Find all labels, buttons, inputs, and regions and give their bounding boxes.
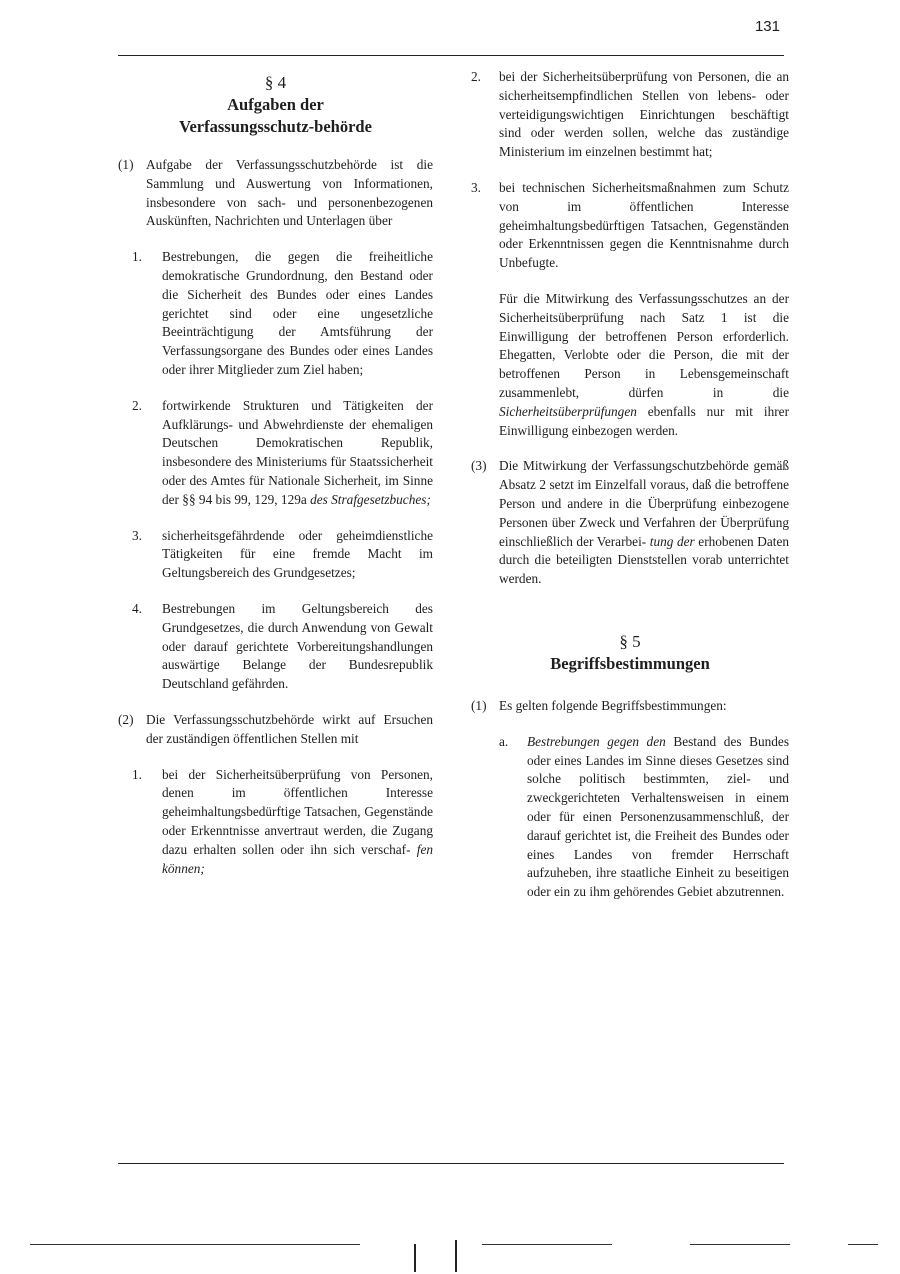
- paragraph-text-italic: tung der: [649, 533, 695, 549]
- paragraph-number: (2): [118, 711, 134, 727]
- item-text-italic: des Strafgesetzbuches;: [310, 491, 431, 507]
- item-text-italic: fen können;: [162, 841, 434, 876]
- section-5-heading: [471, 631, 789, 675]
- list-item: [132, 248, 433, 380]
- item-text-part: Bestand des Bundes oder eines Landes im Sinne dieses Gesetzes sind solche politisch bestimmten, ziel- und zweckgerichteten Verhaltensweisen in einem oder für einen Personenzusammenschluß, der darauf gerichtet ist, die Freiheit des Bundes oder eines Landes von fremder Herrschaft aufzuheben, ihre staatliche Einheit zu beseitigen oder ein zu ihm gehörendes Gebiet abzutrennen.: [527, 733, 789, 900]
- item-text: bei der Sicherheitsüberprüfung von Personen, die an sicherheitsempfindlichen Stellen von lebens- oder verteidigungswichtigen Einrichtungen beschäftigt sind oder werden sollen, welche das zuständige Ministerium im einzelnen bestimmt hat;: [499, 69, 789, 160]
- scan-line-right: [690, 1244, 790, 1245]
- paragraph-text: [499, 457, 789, 589]
- left-column: [118, 68, 433, 895]
- paragraph-number: (1): [118, 157, 134, 172]
- list-item: [132, 766, 433, 879]
- item-number: a.: [499, 733, 509, 749]
- paragraph-text-end: erhobenen Daten durch die beteiligten Dienststellen vorab unterrichtet werden.: [499, 533, 789, 587]
- scan-line-edge: [848, 1244, 878, 1245]
- section-sign: § 5: [619, 631, 641, 651]
- list-item: [471, 68, 789, 162]
- consent-paragraph: [499, 290, 789, 440]
- scan-line-center: [482, 1244, 612, 1245]
- item-text: [162, 397, 433, 510]
- item-number: 1.: [132, 249, 142, 265]
- item-number: 4.: [132, 600, 142, 616]
- paragraph-3: [471, 457, 789, 589]
- section-sign: § 4: [264, 73, 287, 92]
- section-title: Begriffsbestimmungen: [550, 653, 710, 673]
- item-number: 3.: [132, 527, 142, 543]
- top-rule: [118, 55, 784, 56]
- list-item: [471, 179, 789, 273]
- scan-mark: [455, 1240, 457, 1272]
- scan-line-left: [30, 1244, 360, 1245]
- item-number: 2.: [132, 397, 142, 413]
- item-text-part: bei der Sicherheitsüberprüfung von Personen, denen im öffentlichen Interesse geheimhaltungsbedürftige Tatsachen, Gegenstände oder Erkenntnisse anvertraut werden, die Zugang dazu erhalten sollen oder ihn sich verschaf-: [162, 766, 433, 857]
- section-title: Aufgaben der Verfassungsschutz-behörde: [179, 95, 372, 136]
- paragraph-text-part: Die Mitwirkung der Verfassungschutzbehörde gemäß Absatz 2 setzt im Einzelfall voraus, daß die betroffene Person und andere in die Überprüfung einbezogene Personen über Zweck und Verfahren der Überprüfung einschließlich der Verarbei-: [499, 458, 789, 549]
- list-item: [499, 733, 789, 902]
- paragraph-2: [118, 711, 433, 749]
- list-item: [132, 527, 433, 583]
- item-number: 3.: [471, 179, 481, 195]
- paragraph-text: Es gelten folgende Begriffsbestimmungen:: [499, 697, 727, 713]
- bottom-rule: [118, 1163, 784, 1164]
- list-item: [132, 397, 433, 510]
- paragraph-number: (1): [471, 697, 487, 713]
- list-item: [132, 600, 433, 694]
- item-number: 1.: [132, 766, 142, 782]
- paragraph-number: (3): [471, 458, 487, 474]
- section-4-heading: [118, 72, 433, 138]
- scan-mark: [414, 1244, 416, 1272]
- page-number: 131: [754, 18, 780, 35]
- item-text: Bestrebungen im Geltungsbereich des Grundgesetzes, die durch Anwendung von Gewalt oder darauf gerichtete Vorbereitungshandlungen auswärtige Belange der Bundesrepublik Deutschland gefährden.: [162, 600, 433, 692]
- right-column: [471, 68, 789, 919]
- paragraph-1: [118, 156, 433, 231]
- item-text: [162, 766, 433, 879]
- item-text-italic: Bestrebungen gegen den: [527, 733, 666, 749]
- paragraph-5-1: [471, 697, 789, 716]
- item-text-part: fortwirkende Strukturen und Tätigkeiten der Aufklärungs- und Abwehrdienste der ehemaligen Deutschen Demokratischen Republik, insbesondere des Ministeriums für Staatssicherheit oder des Amtes für Nationale Sicherheit, im Sinne der §§ 94 bis 99, 129, 129a: [162, 397, 433, 507]
- item-text: sicherheitsgefährdende oder geheimdienstliche Tätigkeiten für eine fremde Macht im Geltungsbereich des Grundgesetzes;: [162, 527, 433, 581]
- item-number: 2.: [471, 69, 481, 84]
- block-text-italic: Sicherheitsüberprüfungen: [499, 403, 637, 419]
- item-text: bei technischen Sicherheitsmaßnahmen zum Schutz von im öffentlichen Interesse geheimhaltungsbedürftigen Tatsachen, Gegenständen oder Erkenntnissen gegen die Kenntnisnahme durch Unbefugte.: [499, 179, 789, 271]
- block-text-end: ebenfalls nur mit ihrer Einwilligung einbezogen werden.: [499, 403, 789, 438]
- item-text: Bestrebungen, die gegen die freiheitliche demokratische Grundordnung, den Bestand oder die Sicherheit des Bundes oder eines Landes gerichtet sind oder eine ungesetzliche Beeinträchtigung der Amtsführung der Verfassungsorgane des Bundes oder eines Landes oder ihrer Mitglieder zum Ziel haben;: [162, 249, 433, 377]
- item-text: [527, 733, 789, 902]
- paragraph-text: Die Verfassungsschutzbehörde wirkt auf Ersuchen der zuständigen öffentlichen Stellen mit: [146, 711, 433, 746]
- paragraph-text: Aufgabe der Verfassungsschutzbehörde ist die Sammlung und Auswertung von Informationen, insbesondere von sach- und personenbezogenen Auskünften, Nachrichten und Unterlagen über: [146, 157, 433, 229]
- block-text: Für die Mitwirkung des Verfassungsschutzes an der Sicherheitsüberprüfung nach Satz 1 ist die Einwilligung der betroffenen Person erforderlich. Ehegatten, Verlobte oder die Person, die mit der betroffenen Person in Lebensgemeinschaft zusammenlebt, dürfen in die: [499, 290, 789, 400]
